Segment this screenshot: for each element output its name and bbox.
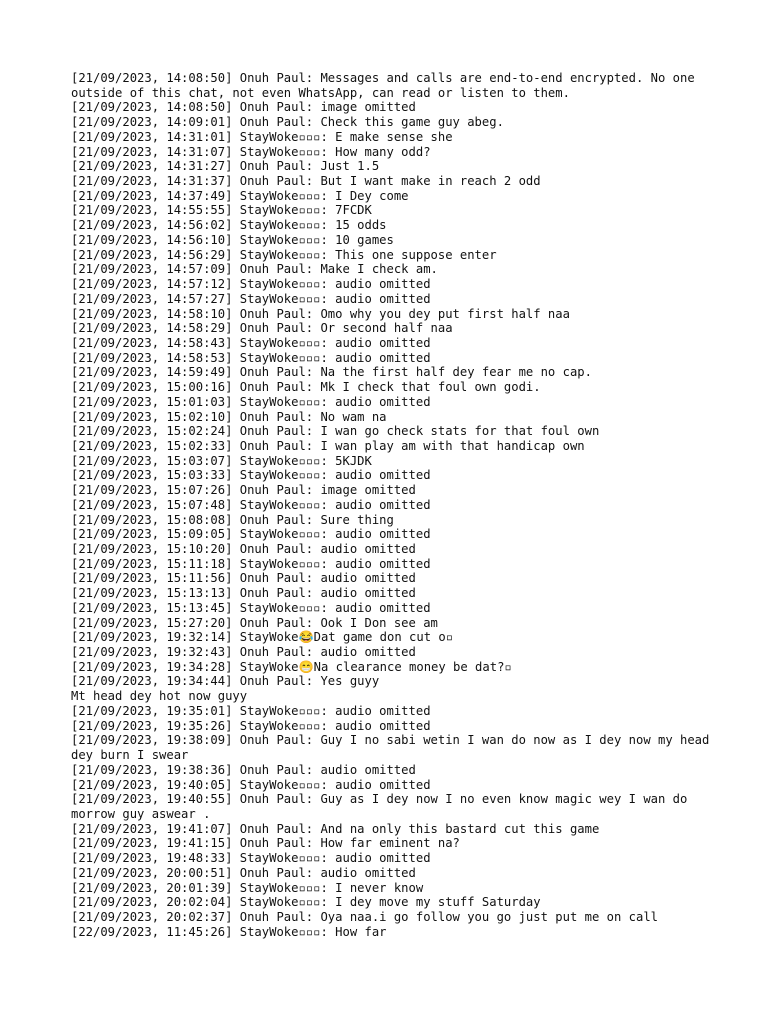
chat-message-line: [21/09/2023, 15:03:07] StayWoke▫▫▫: 5KJDK xyxy=(71,453,372,468)
chat-message-line: [21/09/2023, 15:13:13] Onuh Paul: audio omitted xyxy=(71,586,416,601)
chat-message-line: [21/09/2023, 14:58:10] Onuh Paul: Omo why you dey put first half naa xyxy=(71,306,570,321)
chat-message-line: [21/09/2023, 14:57:27] StayWoke▫▫▫: audio omitted xyxy=(71,291,431,306)
chat-message-line: [21/09/2023, 19:41:15] Onuh Paul: How far eminent na? xyxy=(71,836,460,851)
chat-message-line: [21/09/2023, 14:31:01] StayWoke▫▫▫: E make sense she xyxy=(71,129,453,144)
chat-message-line: [21/09/2023, 15:10:20] Onuh Paul: audio omitted xyxy=(71,542,416,556)
chat-message-line: [21/09/2023, 19:38:36] Onuh Paul: audio omitted xyxy=(71,762,416,777)
chat-message-line: [21/09/2023, 14:58:43] StayWoke▫▫▫: audio omitted xyxy=(71,335,431,350)
chat-message-line: [21/09/2023, 19:34:28] StayWoke😁Na clearance money be dat?▫ xyxy=(71,659,512,674)
chat-message-line: [21/09/2023, 19:40:05] StayWoke▫▫▫: audio omitted xyxy=(71,777,431,792)
chat-message-line: [21/09/2023, 19:32:14] StayWoke😂Dat game don cut o▫ xyxy=(71,630,454,645)
chat-message-line: [21/09/2023, 19:38:09] Onuh Paul: Guy I no sabi wetin I wan do now as I dey now my head dey burn I swear xyxy=(71,733,717,763)
chat-message-line: [21/09/2023, 19:35:26] StayWoke▫▫▫: audio omitted xyxy=(71,718,431,733)
chat-message-line: [22/09/2023, 11:45:26] StayWoke▫▫▫: How far xyxy=(71,924,387,939)
chat-message-line: [21/09/2023, 15:07:48] StayWoke▫▫▫: audio omitted xyxy=(71,497,431,512)
chat-message-line: [21/09/2023, 15:08:08] Onuh Paul: Sure thing xyxy=(71,512,394,527)
chat-message-line: [21/09/2023, 15:09:05] StayWoke▫▫▫: audio omitted xyxy=(71,527,431,542)
chat-message-line: [21/09/2023, 15:13:45] StayWoke▫▫▫: audio omitted xyxy=(71,600,431,615)
chat-message-line: [21/09/2023, 14:58:53] StayWoke▫▫▫: audio omitted xyxy=(71,350,431,365)
chat-message-line: [21/09/2023, 14:59:49] Onuh Paul: Na the first half dey fear me no cap. xyxy=(71,365,592,380)
chat-message-line: [21/09/2023, 14:31:37] Onuh Paul: But I want make in reach 2 odd xyxy=(71,174,541,189)
chat-message-line: [21/09/2023, 14:08:50] Onuh Paul: image omitted xyxy=(71,100,416,115)
chat-message-line: [21/09/2023, 14:37:49] StayWoke▫▫▫: I Dey come xyxy=(71,188,409,203)
chat-message-line: [21/09/2023, 19:35:01] StayWoke▫▫▫: audio omitted xyxy=(71,703,431,718)
chat-transcript xyxy=(71,71,717,939)
chat-message-line: [21/09/2023, 14:57:09] Onuh Paul: Make I check am. xyxy=(71,262,438,277)
chat-message-line: [21/09/2023, 15:03:33] StayWoke▫▫▫: audio omitted xyxy=(71,468,431,483)
chat-message-line: [21/09/2023, 15:02:10] Onuh Paul: No wam na xyxy=(71,409,387,424)
chat-message-line: [21/09/2023, 15:11:56] Onuh Paul: audio omitted xyxy=(71,571,416,586)
chat-message-line: [21/09/2023, 15:11:18] StayWoke▫▫▫: audio omitted xyxy=(71,556,431,571)
chat-message-line: [21/09/2023, 14:31:27] Onuh Paul: Just 1.5 xyxy=(71,159,380,174)
chat-message-line: [21/09/2023, 20:02:04] StayWoke▫▫▫: I dey move my stuff Saturday xyxy=(71,895,541,910)
chat-message-line: [21/09/2023, 14:57:12] StayWoke▫▫▫: audio omitted xyxy=(71,277,431,292)
chat-message-line: [21/09/2023, 19:48:33] StayWoke▫▫▫: audio omitted xyxy=(71,851,431,866)
chat-message-line: [21/09/2023, 19:32:43] Onuh Paul: audio omitted xyxy=(71,645,416,660)
chat-message-line: [21/09/2023, 15:07:26] Onuh Paul: image omitted xyxy=(71,483,416,498)
chat-message-line: [21/09/2023, 14:55:55] StayWoke▫▫▫: 7FCDK xyxy=(71,203,372,218)
chat-message-line: [21/09/2023, 14:56:10] StayWoke▫▫▫: 10 games xyxy=(71,232,394,247)
chat-message-line: [21/09/2023, 15:27:20] Onuh Paul: Ook I Don see am xyxy=(71,615,438,630)
chat-message-line: [21/09/2023, 14:58:29] Onuh Paul: Or second half naa xyxy=(71,321,453,336)
chat-message-line: [21/09/2023, 15:01:03] StayWoke▫▫▫: audio omitted xyxy=(71,394,431,409)
chat-message-line: [21/09/2023, 20:02:37] Onuh Paul: Oya naa.i go follow you go just put me on call xyxy=(71,909,658,924)
chat-message-line: [21/09/2023, 14:56:02] StayWoke▫▫▫: 15 odds xyxy=(71,218,387,233)
chat-message-line: [21/09/2023, 20:00:51] Onuh Paul: audio omitted xyxy=(71,865,416,880)
chat-message-line: [21/09/2023, 14:31:07] StayWoke▫▫▫: How many odd? xyxy=(71,144,431,159)
chat-message-line: [21/09/2023, 19:34:44] Onuh Paul: Yes guyy Mt head dey hot now guyy xyxy=(71,674,380,704)
chat-message-line: [21/09/2023, 20:01:39] StayWoke▫▫▫: I never know xyxy=(71,880,424,895)
chat-message-line: [21/09/2023, 14:08:50] Onuh Paul: Messages and calls are end-to-end encrypted. No one outside of this chat, not even WhatsApp, can read or listen to them. xyxy=(71,71,703,100)
chat-message-line: [21/09/2023, 15:02:24] Onuh Paul: I wan go check stats for that foul own xyxy=(71,424,600,439)
chat-message-line: [21/09/2023, 15:02:33] Onuh Paul: I wan play am with that handicap own xyxy=(71,438,585,453)
chat-message-line: [21/09/2023, 19:41:07] Onuh Paul: And na only this bastard cut this game xyxy=(71,821,600,836)
chat-message-line: [21/09/2023, 15:00:16] Onuh Paul: Mk I check that foul own godi. xyxy=(71,380,541,395)
chat-message-line: [21/09/2023, 19:40:55] Onuh Paul: Guy as I dey now I no even know magic wey I wan do morrow guy aswear . xyxy=(71,792,695,821)
chat-message-line: [21/09/2023, 14:09:01] Onuh Paul: Check this game guy abeg. xyxy=(71,115,504,130)
chat-message-line: [21/09/2023, 14:56:29] StayWoke▫▫▫: This one suppose enter xyxy=(71,247,497,262)
